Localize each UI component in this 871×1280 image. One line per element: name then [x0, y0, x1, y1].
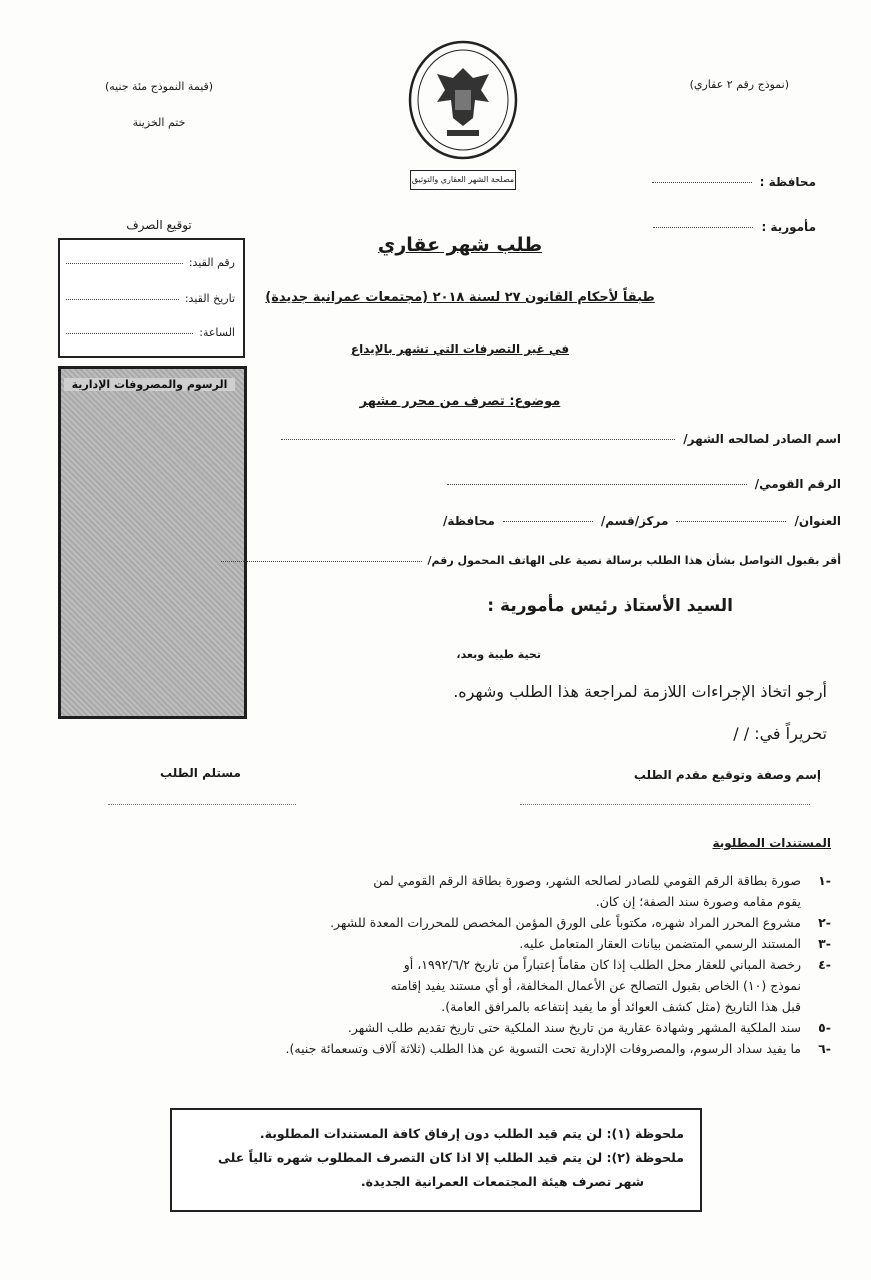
note-2-continued: شهر تصرف هيئة المجتمعات العمرانية الجديدة.	[360, 1174, 644, 1189]
receiver-label: مستلم الطلب	[160, 766, 241, 780]
fee-row-label: الساعة:	[199, 326, 235, 339]
document-number: -١	[818, 873, 831, 888]
fee-row-line	[66, 298, 179, 300]
emblem-caption: مصلحة الشهر العقاري والتوثيق	[410, 170, 516, 190]
document-item-1	[141, 870, 831, 912]
issuer-name-line	[281, 438, 675, 440]
office-line	[653, 226, 753, 228]
address-label: العنوان/	[794, 514, 841, 528]
governorate-label: محافظة :	[759, 175, 816, 189]
note-2: ملحوظة (٢): لن يتم قيد الطلب إلا اذا كان التصرف المطلوب شهره تالياً على	[217, 1150, 684, 1165]
receiver-sign-line	[108, 804, 296, 805]
fee-row-1	[66, 256, 235, 269]
address-line	[676, 520, 786, 522]
fee-row-line	[66, 332, 193, 334]
document-line: رخصة المباني للعقار محل الطلب إذا كان مقاماً إعتباراً من تاريخ ١٩٩٢/٦/٢، أو	[403, 957, 801, 972]
document-line: صورة بطاقة الرقم القومي للصادر لصالحه الشهر، وصورة بطاقة الرقم القومي لمن	[373, 873, 801, 888]
document-line: المستند الرسمي المتضمن بيانات العقار المتعامل عليه.	[519, 936, 801, 951]
salutation: السيد الأستاذ رئيس مأمورية :	[487, 596, 733, 616]
documents-heading: المستندات المطلوبة	[712, 836, 831, 850]
stamps-title: الرسوم والمصروفات الإدارية	[64, 378, 235, 391]
document-item-5	[141, 1017, 831, 1038]
fee-value: (قيمة النموذج مئة جنيه)	[104, 80, 214, 93]
national-id-label: الرقم القومي/	[754, 477, 841, 491]
applicant-sign-line	[520, 804, 810, 805]
fee-box	[58, 238, 245, 358]
form-title: طلب شهر عقاري	[377, 234, 543, 256]
law-line: طبقاً لأحكام القانون ٢٧ لسنة ٢٠١٨ (مجتمعات عمرانية جديدة)	[265, 290, 655, 305]
fee-row-3	[66, 326, 235, 339]
document-number: -٦	[818, 1041, 831, 1056]
stamps-panel	[58, 366, 247, 719]
center-line	[503, 520, 593, 522]
form-number: (نموذج رقم ٢ عقاري)	[689, 78, 789, 91]
emblem-logo	[407, 40, 519, 162]
document-line: سند الملكية المشهر وشهادة عقارية من تاريخ سند الملكية حتى تاريخ تقديم طلب الشهر.	[347, 1020, 801, 1035]
document-item-3	[141, 933, 831, 954]
date-text[interactable]: تحريراً في: / /	[733, 724, 827, 743]
document-line: نموذج (١٠) الخاص بقبول التصالح عن الأعمال المخالفة، أو أي مستند يفيد إقامته	[390, 978, 801, 993]
office-field[interactable]	[596, 220, 816, 234]
office-label: مأمورية :	[761, 220, 816, 234]
fee-row-2	[66, 292, 235, 305]
notes-box	[170, 1108, 702, 1212]
national-id-line	[447, 483, 747, 485]
document-number: -٤	[818, 957, 831, 972]
issuer-name-field[interactable]	[281, 432, 841, 446]
subject-line: موضوع: تصرف من محرر مشهر	[359, 394, 561, 409]
note-1: ملحوظة (١): لن يتم قيد الطلب دون إرفاق كافة المستندات المطلوبة.	[259, 1126, 684, 1141]
contact-field[interactable]	[221, 554, 841, 567]
documents-list	[141, 870, 831, 1059]
treasury-stamp: ختم الخزينة	[132, 116, 186, 129]
document-line: ما يفيد سداد الرسوم، والمصروفات الإدارية تحت التسوية عن هذا الطلب (ثلاثة آلاف وتسعمائة جنيه).	[285, 1041, 801, 1056]
document-line: قبل هذا التاريخ (مثل كشف العوائد أو ما يفيد إنتفاعه بالمرافق العامة).	[441, 999, 801, 1014]
governorate-addr-label: محافظة/	[443, 514, 495, 528]
applicant-label: إسم وصفة وتوقيع مقدم الطلب	[633, 768, 821, 782]
document-number: -٣	[818, 936, 831, 951]
document-line: يقوم مقامه وصورة سند الصفة؛ إن كان.	[595, 894, 801, 909]
fee-box-title: توقيع الصرف	[126, 218, 192, 232]
governorate-field[interactable]	[596, 175, 816, 189]
scope-line: في غير التصرفات التي تشهر بالإيداع	[350, 342, 570, 356]
issuer-name-label: اسم الصادر لصالحه الشهر/	[683, 432, 841, 446]
request-text: أرجو اتخاذ الإجراءات اللازمة لمراجعة هذا الطلب وشهره.	[453, 682, 827, 701]
center-label: مركز/قسم/	[600, 514, 669, 528]
fee-row-label: رقم القيد:	[188, 256, 235, 269]
document-number: -٥	[818, 1020, 831, 1035]
greeting: تحية طيبة وبعد،	[456, 648, 541, 661]
document-item-2	[141, 912, 831, 933]
contact-label: أقر بقبول التواصل بشأن هذا الطلب برسالة نصية على الهاتف المحمول رقم/	[427, 554, 841, 567]
address-field[interactable]	[281, 514, 841, 528]
document-item-4	[141, 954, 831, 1017]
contact-line	[221, 560, 422, 562]
fee-row-line	[66, 262, 183, 264]
document-item-6	[141, 1038, 831, 1059]
fee-row-label: تاريخ القيد:	[184, 292, 235, 305]
document-number: -٢	[818, 915, 831, 930]
document-line: مشروع المحرر المراد شهره، مكتوباً على الورق المؤمن المخصص للمحررات المعدة للشهر.	[330, 915, 801, 930]
national-id-field[interactable]	[281, 477, 841, 491]
governorate-line	[652, 181, 752, 183]
